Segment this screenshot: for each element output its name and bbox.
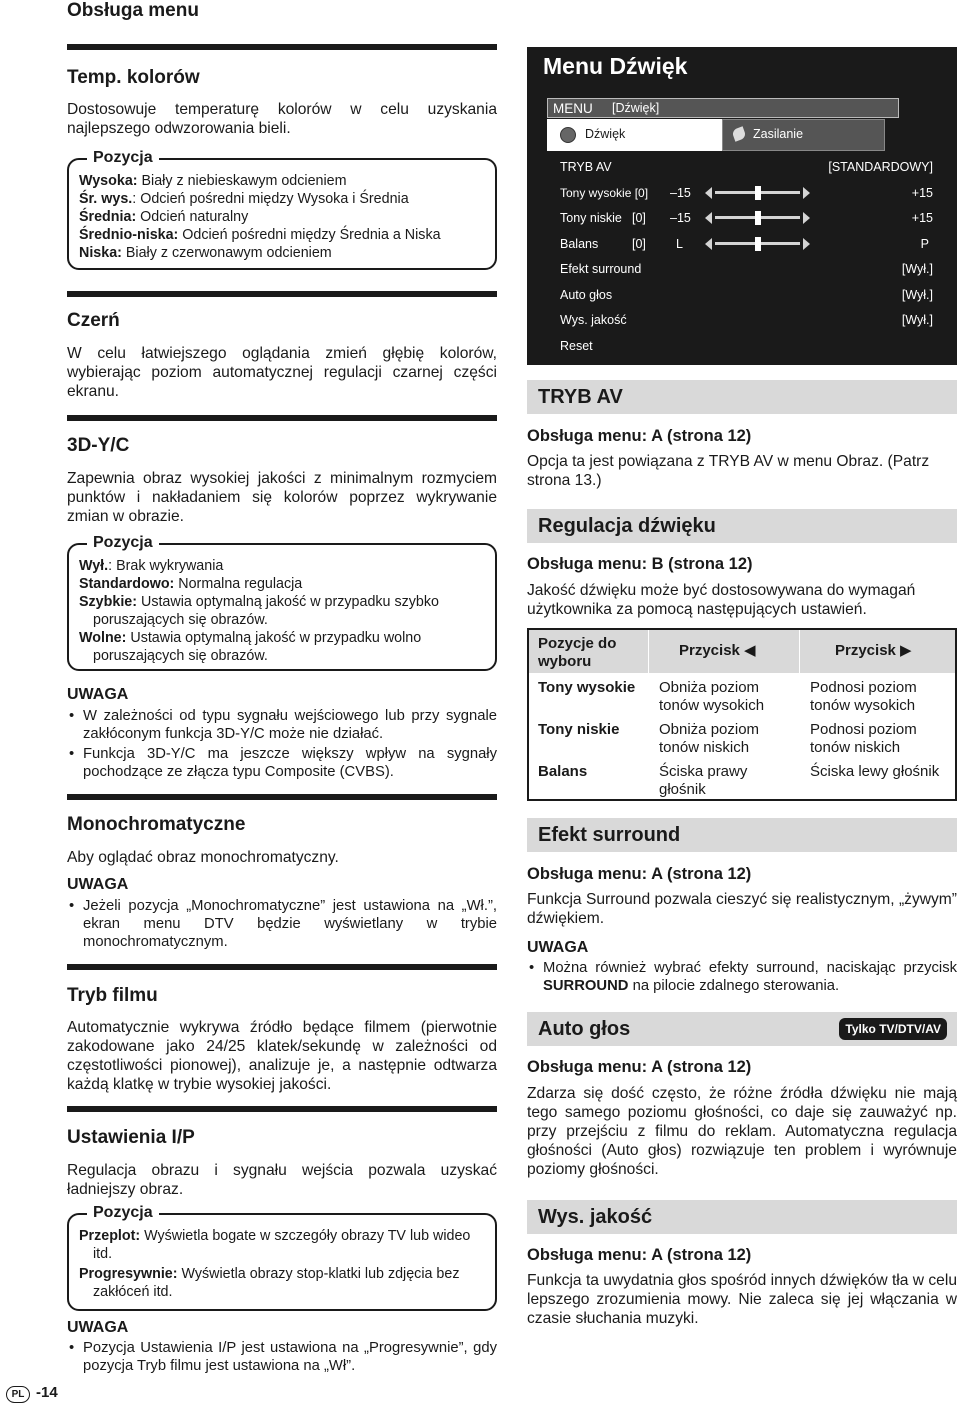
ip-desc: Regulacja obrazu i sygnału wejścia pozwala uzyskać ładniejszy obraz. — [67, 1162, 497, 1198]
tryb-av-desc: Opcja ta jest powiązana z TRYB AV w menu Obraz. (Patrz strona 13.) — [527, 453, 930, 489]
osd-tab-zasilanie[interactable] — [722, 119, 885, 151]
language-badge: PL — [6, 1386, 30, 1403]
box-title: Pozycja — [87, 1204, 159, 1222]
yc3d-options-box — [67, 534, 497, 671]
uwaga-heading: UWAGA — [67, 876, 129, 893]
treble-slider[interactable] — [705, 186, 810, 200]
regulacja-sub: Obsługa menu: B (strona 12) — [527, 555, 753, 573]
table-header: Przycisk ▶ — [835, 642, 912, 659]
arrow-right-icon — [803, 238, 810, 250]
osd-row-tony-niskie[interactable]: Tony niskie [0] –15 +15 — [560, 211, 933, 225]
arrow-left-icon — [705, 212, 712, 224]
table-header: Przycisk ◀ — [679, 642, 756, 659]
osd-row-tony-wysokie[interactable]: Tony wysokie [0] –15 +15 — [560, 186, 933, 200]
option-row: Śr. wys.: Odcień pośredni między Wysoka i Średnia — [79, 191, 409, 207]
note-item: • Można również wybrać efekty surround, naciskając przycisk SURROUND na pilocie zdalnego sterowania. — [527, 959, 957, 995]
option-row: Przeplot: Wyświetla bogate w szczegóły obrazy TV lub wideo itd. — [79, 1228, 471, 1262]
bass-slider[interactable] — [705, 211, 810, 225]
option-row: Standardowo: Normalna regulacja — [79, 576, 303, 592]
regulacja-table: Pozycje do wyboru Przycisk ◀ Przycisk ▶ Tony wysokie Obniża poziom tonów wysokich Podnosi poziom tonów wysokich Tony niskie Obniża poziom tonów niskich Podnosi poziom tonów niskich Balans Ściska prawy głośnik Ściska lewy głośnik — [527, 628, 957, 801]
osd-menu-label: MENU — [553, 101, 593, 116]
osd-row-tryb-av[interactable]: TRYB AV [STANDARDOWY] — [560, 160, 933, 174]
efekt-sub: Obsługa menu: A (strona 12) — [527, 865, 752, 883]
leaf-icon — [731, 126, 746, 141]
tv-only-badge: Tylko TV/DTV/AV — [839, 1018, 947, 1040]
section-rule — [67, 415, 497, 421]
auto-glos-title: Auto głos Tylko TV/DTV/AV — [527, 1012, 957, 1046]
osd-row-auto-glos[interactable]: Auto głos [Wył.] — [560, 288, 933, 302]
tryb-filmu-title: Tryb filmu — [67, 985, 158, 1006]
regulacja-title: Regulacja dźwięku — [527, 509, 957, 543]
option-row: Szybkie: Ustawia optymalną jakość w przypadku szybko poruszających się obrazów. — [79, 594, 439, 628]
auto-glos-sub: Obsługa menu: A (strona 12) — [527, 1058, 752, 1076]
option-row: Średnia: Odcień naturalny — [79, 209, 249, 225]
tryb-av-title: TRYB AV — [527, 380, 957, 414]
arrow-left-icon — [705, 187, 712, 199]
auto-glos-desc: Zdarza się dość często, że różne źródła dźwięku nie mają tego samego poziomu głośności, co daje się zauważyć np. przy przejściu z filmu do reklam. Automatyczna regulacja głośności (Auto głos) rozwiązuje ten problem i wyrównuje poziomy głośności. — [527, 1085, 957, 1178]
option-row: Progresywnie: Wyświetla obrazy stop-klatki lub zdjęcia bez zakłóceń itd. — [79, 1266, 460, 1300]
osd-tab-label: Zasilanie — [753, 127, 804, 141]
balance-slider[interactable] — [705, 237, 810, 251]
uwaga-heading: UWAGA — [67, 686, 129, 703]
table-header: Pozycje do wyboru — [538, 635, 617, 670]
mono-desc: Aby oglądać obraz monochromatyczny. — [67, 849, 339, 866]
option-row: Średnio-niska: Odcień pośredni między Średnia a Niska — [79, 227, 441, 243]
temp-title: Temp. kolorów — [67, 67, 200, 88]
osd-breadcrumb: [Dźwięk] — [612, 101, 660, 115]
mono-notes — [67, 897, 497, 951]
osd-row-efekt-surround[interactable]: Efekt surround [Wył.] — [560, 262, 933, 276]
uwaga-heading: UWAGA — [527, 939, 589, 956]
ip-options-box — [67, 1204, 497, 1311]
efekt-notes — [527, 959, 957, 995]
ip-title: Ustawienia I/P — [67, 1127, 195, 1148]
wys-jakosc-desc: Funkcja ta uwydatnia głos spośród innych dźwięków tła w celu lepszego zrozumienia mowy. Nie zaleca się jej włączania w czasie słuchania muzyki. — [527, 1272, 957, 1327]
box-title: Pozycja — [87, 149, 159, 167]
page-number: -14 — [36, 1384, 58, 1401]
efekt-desc: Funkcja Surround pozwala cieszyć się realistycznym, „żywym” dźwiękiem. — [527, 891, 957, 927]
section-rule — [67, 1106, 497, 1112]
yc3d-title: 3D-Y/C — [67, 435, 130, 456]
arrow-left-icon — [705, 238, 712, 250]
osd-row-wys-jakosc[interactable]: Wys. jakość [Wył.] — [560, 313, 933, 327]
option-row: Wolne: Ustawia optymalną jakość w przypadku wolno poruszających się obrazów. — [79, 630, 422, 664]
page-header: Obsługa menu — [67, 0, 199, 21]
osd-menu-bar — [547, 98, 899, 118]
regulacja-desc: Jakość dźwięku może być dostosowywana do wymagań użytkownika za pomocą następujących ustawień. — [527, 582, 916, 618]
speaker-icon — [560, 127, 576, 143]
option-row: Niska: Biały z czerwonawym odcieniem — [79, 245, 332, 261]
ip-notes — [67, 1339, 497, 1375]
note-item: • W zależności od typu sygnału wejściowego lub przy sygnale zakłóconym funkcja 3D-Y/C może nie działać. — [67, 707, 497, 743]
osd-tab-label: Dźwięk — [585, 127, 626, 141]
osd-row-balans[interactable]: Balans [0] L P — [560, 237, 929, 251]
slider-knob[interactable] — [755, 237, 761, 251]
yc3d-desc: Zapewnia obraz wysokiej jakości z minimalnym rozmyciem punktów i nakładaniem się kolorów poprzez wykrywanie zmian w obrazie. — [67, 470, 497, 525]
section-rule — [67, 964, 497, 970]
czern-desc: W celu łatwiejszego oglądania zmień głębię kolorów, wybierając poziom automatycznej regulacji czarnej części ekranu. — [67, 345, 497, 400]
slider-knob[interactable] — [755, 186, 761, 200]
uwaga-heading: UWAGA — [67, 1319, 129, 1336]
tryb-av-sub: Obsługa menu: A (strona 12) — [527, 427, 752, 445]
note-item: • Jeżeli pozycja „Monochromatyczne” jest ustawiona na „Wł.”, ekran menu DTV będzie wyświetlany w trybie monochromatycznym. — [67, 897, 497, 951]
efekt-title: Efekt surround — [527, 818, 957, 852]
wys-jakosc-sub: Obsługa menu: A (strona 12) — [527, 1246, 752, 1264]
slider-knob[interactable] — [755, 211, 761, 225]
osd-menu-screen — [527, 85, 957, 365]
section-rule — [67, 794, 497, 800]
note-item: • Funkcja 3D-Y/C ma jeszcze większy wpływ na sygnały pochodzące ze złącza typu Composite (CVBS). — [67, 745, 497, 781]
box-title: Pozycja — [87, 534, 159, 552]
option-row: Wysoka: Biały z niebieskawym odcieniem — [79, 173, 347, 189]
arrow-right-icon — [803, 212, 810, 224]
note-item: • Pozycja Ustawienia I/P jest ustawiona na „Progresywnie”, gdy pozycja Tryb filmu jest ustawiona na „Wł”. — [67, 1339, 497, 1375]
section-rule — [67, 291, 497, 297]
temp-desc: Dostosowuje temperaturę kolorów w celu uzyskania najlepszego odwzorowania bieli. — [67, 101, 497, 137]
yc3d-notes — [67, 707, 497, 781]
option-row: Wył.: Brak wykrywania — [79, 558, 224, 574]
mono-title: Monochromatyczne — [67, 814, 246, 835]
osd-tab-dzwiek[interactable] — [547, 119, 722, 151]
temp-options-box — [67, 149, 497, 270]
osd-row-reset[interactable]: Reset — [560, 339, 593, 353]
arrow-right-icon — [803, 187, 810, 199]
tryb-filmu-desc: Automatycznie wykrywa źródło będące filmem (pierwotnie zakodowane jako 24/25 klatek/sekundę w zależności od częstotliwości pionowej), analizuje je, a następnie odtwarza każdą klatkę w trybie wysokiej jakości. — [67, 1019, 497, 1093]
menu-dzwiek-title: Menu Dźwięk — [527, 47, 957, 85]
wys-jakosc-title: Wys. jakość — [527, 1200, 957, 1234]
czern-title: Czerń — [67, 310, 120, 331]
section-rule — [67, 44, 497, 50]
